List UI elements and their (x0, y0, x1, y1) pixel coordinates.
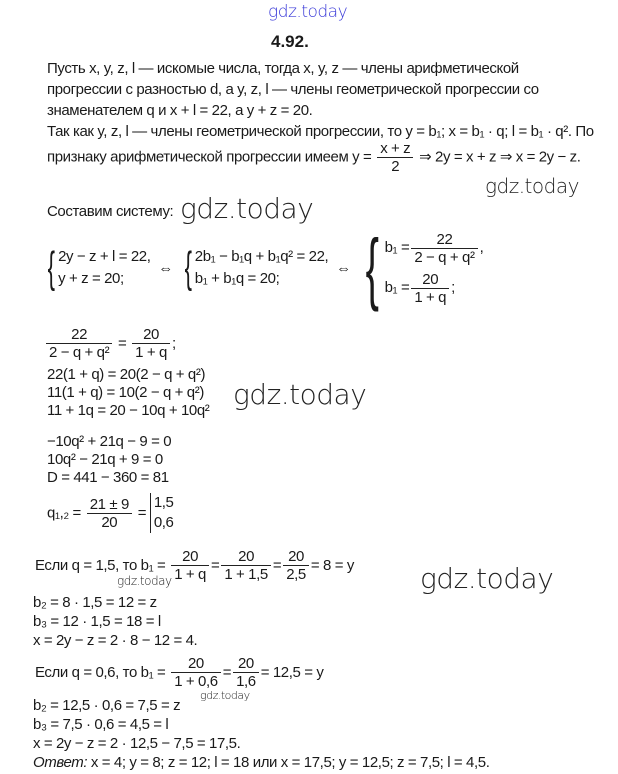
text: Если q = 1,5, то b₁ = (35, 557, 166, 574)
answer-line (33, 754, 489, 771)
text: ⇒ 2y = x + z ⇒ x = 2y − z. (419, 148, 581, 166)
text: = (137, 504, 147, 522)
roots-list (150, 493, 174, 533)
text: = (222, 664, 232, 681)
numerator: 20 (171, 548, 209, 566)
denominator: 2 − q + q² (414, 248, 475, 266)
watermark: gdz.today (485, 174, 579, 198)
text: ; (171, 335, 176, 352)
text: , (479, 239, 484, 256)
text: Если q = 0,6, то b₁ = (35, 664, 166, 681)
fraction (171, 548, 209, 583)
step-line: 11 + 1q = 20 − 10q + 10q² (47, 402, 210, 419)
denominator: 2 (391, 158, 400, 175)
denominator: 1 + q (135, 344, 167, 361)
brace: { (365, 223, 379, 312)
fraction (46, 326, 112, 361)
paragraph-line: Так как y, z, l — члены геометрической прогрессии, то y = b₁; x = b₁ · q; l = b₁ · q². По (47, 123, 594, 140)
text: = 8 = y (310, 557, 354, 574)
numerator: 22 (411, 231, 477, 249)
text: ; (451, 279, 455, 296)
fraction-equation (44, 326, 176, 361)
numerator: 20 (233, 655, 259, 673)
numerator: x + z (377, 140, 413, 158)
case-1-line: b₃ = 12 · 1,5 = 18 = l (33, 613, 161, 630)
denominator: 1,6 (236, 673, 256, 690)
fraction (233, 655, 259, 690)
step-line: −10q² + 21q − 9 = 0 (47, 433, 172, 450)
eq-line: 2y − z + l = 22, (58, 248, 151, 265)
step-line: 11(1 + q) = 10(2 − q + q²) (47, 384, 204, 401)
fraction (221, 548, 271, 583)
fraction (411, 231, 477, 266)
numerator: 20 (283, 548, 309, 566)
text: b₁ = (384, 239, 410, 256)
denominator: 2 − q + q² (49, 344, 110, 361)
case-2-line: b₂ = 12,5 · 0,6 = 7,5 = z (33, 697, 181, 714)
text: b₁ = (384, 279, 410, 296)
text: q₁,₂ = (47, 504, 81, 522)
watermark: gdz.today (420, 562, 554, 595)
case-1-formula (35, 548, 354, 583)
problem-number: 4.92. (271, 32, 309, 51)
system-2 (195, 246, 329, 290)
denominator: 1 + q (414, 288, 447, 306)
numerator: 20 (132, 326, 170, 344)
numerator: 20 (171, 655, 221, 673)
watermark: gdz.today (117, 574, 172, 588)
fraction (87, 496, 132, 531)
case-2-line: x = 2y − z = 2 · 12,5 − 7,5 = 17,5. (33, 735, 241, 752)
numerator: 20 (411, 271, 449, 289)
case-1-line: b₂ = 8 · 1,5 = 12 = z (33, 594, 157, 611)
watermark: gdz.today (200, 689, 250, 702)
brace: { (184, 243, 192, 292)
answer-text: x = 4; y = 8; z = 12; l = 18 или x = 17,5; y = 12,5; z = 7,5; l = 4,5. (87, 754, 490, 771)
brace: { (47, 243, 55, 292)
step-line: D = 441 − 360 = 81 (47, 469, 169, 486)
denominator: 1 + 0,6 (174, 673, 218, 690)
numerator: 21 ± 9 (87, 496, 132, 514)
fraction (377, 140, 413, 175)
paragraph-line: Пусть x, y, z, l — искомые числа, тогда x, y, z — члены арифметической (47, 60, 519, 77)
denominator: 1 + 1,5 (224, 566, 268, 583)
paragraph-line: знаменателем q и x + l = 22, а y + z = 20. (47, 102, 313, 119)
watermark-top: gdz.today (268, 2, 348, 22)
denominator: 2,5 (286, 566, 306, 583)
text: = (118, 335, 127, 352)
equivalence: ⇔ (336, 259, 351, 277)
case-2-line: b₃ = 7,5 · 0,6 = 4,5 = l (33, 716, 169, 733)
answer-label: Ответ: (33, 754, 88, 771)
roots-formula (47, 493, 174, 533)
numerator: 20 (221, 548, 271, 566)
text: = (210, 557, 220, 574)
watermark: gdz.today (180, 192, 314, 225)
eq-line: b₁ + b₁q = 20; (194, 270, 280, 287)
paragraph-line: прогрессии с разностью d, а y, z, l — члены геометрической прогрессии со (47, 81, 539, 98)
case-2-formula (35, 655, 323, 690)
watermark: gdz.today (233, 378, 367, 411)
root: 0,6 (153, 514, 174, 531)
eq-line: 2b₁ − b₁q + b₁q² = 22, (194, 248, 329, 265)
eq-line (385, 228, 484, 268)
denominator: 20 (101, 513, 118, 531)
fraction (171, 655, 221, 690)
eq-line: y + z = 20; (58, 270, 124, 287)
numerator: 22 (46, 326, 112, 344)
step-line: 22(1 + q) = 20(2 − q + q²) (47, 366, 206, 383)
root: 1,5 (153, 494, 174, 511)
case-1-line: x = 2y − z = 2 · 8 − 12 = 4. (33, 632, 198, 649)
text: = (272, 557, 282, 574)
system-label: Составим систему: (47, 203, 174, 220)
equivalence: ⇔ (158, 259, 173, 277)
step-line: 10q² − 21q + 9 = 0 (47, 451, 163, 468)
equation-system (44, 223, 484, 312)
denominator: 1 + q (174, 566, 206, 583)
fraction (132, 326, 170, 361)
system-3 (385, 228, 484, 308)
fraction (411, 271, 449, 306)
eq-line (385, 268, 484, 308)
paragraph-line-formula (47, 140, 581, 175)
text: = 12,5 = y (260, 664, 324, 681)
fraction (283, 548, 309, 583)
system-1 (58, 246, 150, 290)
text: признаку арифметической прогрессии имеем y = (47, 148, 372, 166)
